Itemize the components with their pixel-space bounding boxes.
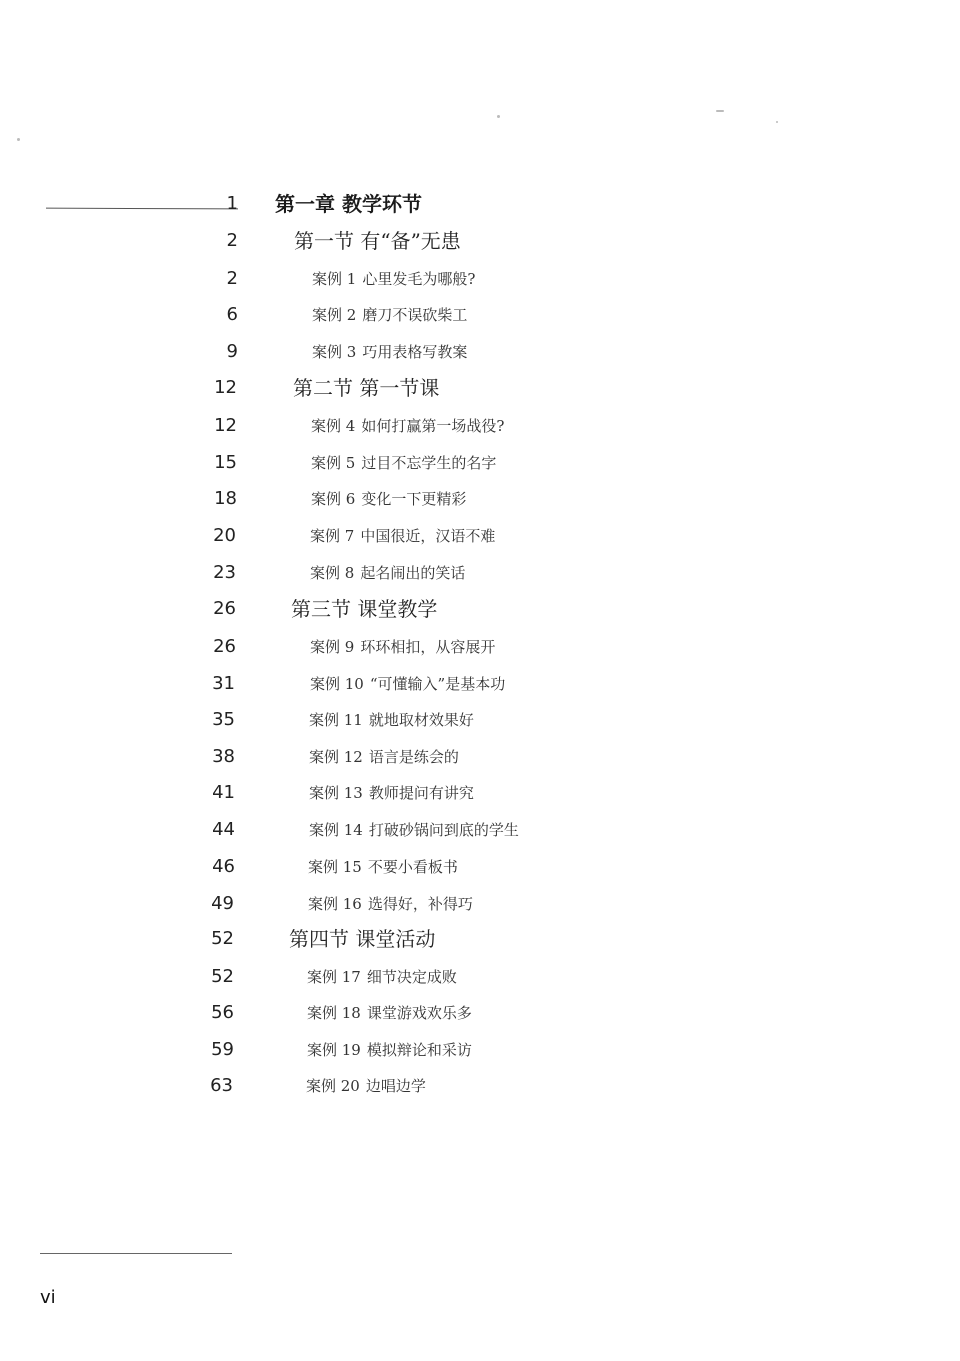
- case-title: 环环相扣，从容展开: [360, 638, 496, 656]
- case-entry: [309, 815, 519, 845]
- case-title: 不要小看板书: [367, 858, 458, 876]
- case-label: 案例 7: [310, 527, 355, 545]
- scan-speck: [17, 138, 20, 141]
- case-title: 心里发毛为哪般?: [362, 270, 476, 288]
- case-title: 磨刀不误砍柴工: [362, 306, 468, 324]
- page-number: 12: [214, 377, 237, 398]
- page-number: 1: [226, 193, 238, 214]
- footer-rule: [40, 1253, 232, 1254]
- case-entry: [308, 852, 458, 882]
- case-entry: [307, 1035, 472, 1065]
- page-number: 35: [212, 709, 235, 730]
- page-number: 18: [214, 488, 237, 509]
- chapter-title: 第一章 教学环节: [275, 192, 422, 216]
- case-entry: [311, 448, 496, 478]
- case-label: 案例 16: [308, 895, 362, 913]
- case-entry: [311, 484, 466, 514]
- page-number: 12: [214, 415, 237, 436]
- case-label: 案例 10: [310, 675, 364, 693]
- page-number: 56: [211, 1002, 234, 1023]
- case-entry: [311, 411, 504, 441]
- case-label: 案例 18: [307, 1004, 361, 1022]
- case-label: 案例 14: [309, 821, 363, 839]
- page-number: 31: [212, 673, 235, 694]
- section-title: 第一节 有“备”无患: [294, 229, 461, 253]
- page-number: 49: [211, 893, 234, 914]
- page-number: 26: [213, 598, 236, 619]
- case-title: “可懂输入”是基本功: [369, 675, 506, 693]
- case-label: 案例 1: [312, 270, 357, 288]
- case-title: 细节决定成败: [366, 968, 457, 986]
- page-number: 15: [214, 452, 237, 473]
- case-title: 教师提问有讲究: [368, 784, 474, 802]
- page-number: 38: [212, 746, 235, 767]
- case-label: 案例 6: [311, 490, 356, 508]
- case-entry: [312, 337, 467, 367]
- case-label: 案例 20: [306, 1077, 360, 1095]
- section-title: 第四节 课堂活动: [289, 927, 436, 951]
- page-number: 52: [211, 928, 234, 949]
- case-entry: [309, 742, 459, 772]
- case-label: 案例 4: [311, 417, 356, 435]
- case-entry: [310, 521, 495, 551]
- page-number: 2: [226, 268, 238, 289]
- scan-speck: [716, 110, 724, 112]
- case-title: 就地取材效果好: [368, 711, 474, 729]
- page-folio: vi: [40, 1287, 56, 1308]
- case-label: 案例 15: [308, 858, 362, 876]
- case-title: 中国很近，汉语不难: [360, 527, 496, 545]
- case-title: 巧用表格写教案: [362, 343, 468, 361]
- case-title: 变化一下更精彩: [361, 490, 467, 508]
- page-number: 46: [212, 856, 235, 877]
- case-entry: [312, 300, 467, 330]
- case-label: 案例 9: [310, 638, 355, 656]
- case-entry: [307, 962, 457, 992]
- page-number: 63: [210, 1075, 233, 1096]
- page-number: 9: [226, 341, 238, 362]
- case-label: 案例 2: [312, 306, 357, 324]
- case-entry: [308, 889, 473, 919]
- case-title: 课堂游戏欢乐多: [366, 1004, 472, 1022]
- case-entry: [309, 778, 474, 808]
- case-label: 案例 12: [309, 748, 363, 766]
- case-title: 边唱边学: [365, 1077, 426, 1095]
- scan-speck: [497, 115, 500, 118]
- case-label: 案例 11: [309, 711, 363, 729]
- scan-speck: [776, 121, 778, 123]
- case-label: 案例 13: [309, 784, 363, 802]
- case-title: 过目不忘学生的名字: [361, 454, 497, 472]
- case-entry: [310, 558, 465, 588]
- case-label: 案例 5: [311, 454, 356, 472]
- page-number: 6: [226, 304, 238, 325]
- case-entry: [307, 998, 472, 1028]
- case-entry: [310, 669, 505, 699]
- case-title: 打破砂锅问到底的学生: [368, 821, 519, 839]
- page-number: 23: [213, 562, 236, 583]
- case-entry: [306, 1071, 426, 1101]
- case-entry: [309, 705, 474, 735]
- case-title: 选得好，补得巧: [367, 895, 473, 913]
- page-number: 52: [211, 966, 234, 987]
- case-label: 案例 3: [312, 343, 357, 361]
- section-title: 第二节 第一节课: [293, 376, 440, 400]
- case-title: 如何打赢第一场战役?: [361, 417, 505, 435]
- case-entry: [310, 632, 495, 662]
- case-title: 起名闹出的笑话: [360, 564, 466, 582]
- case-label: 案例 8: [310, 564, 355, 582]
- page-number: 26: [213, 636, 236, 657]
- section-title: 第三节 课堂教学: [291, 597, 438, 621]
- case-label: 案例 19: [307, 1041, 361, 1059]
- case-entry: [312, 264, 475, 294]
- page-number: 44: [212, 819, 235, 840]
- page-number: 41: [212, 782, 235, 803]
- page-number: 20: [213, 525, 236, 546]
- case-title: 语言是练会的: [368, 748, 459, 766]
- page-number: 59: [211, 1039, 234, 1060]
- case-title: 模拟辩论和采访: [366, 1041, 472, 1059]
- page-number: 2: [226, 230, 238, 251]
- case-label: 案例 17: [307, 968, 361, 986]
